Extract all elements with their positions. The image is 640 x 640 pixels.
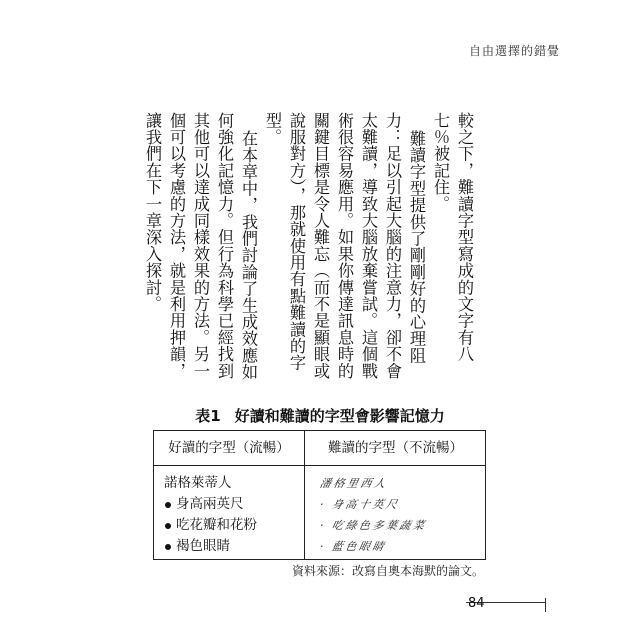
table-label: 表1 — [195, 407, 221, 425]
easy-trait-height: 身高兩英尺 — [164, 494, 300, 515]
column-divider — [304, 431, 305, 559]
hard-trait-height — [318, 494, 482, 515]
hard-species-name: 潘格里西人 — [318, 477, 389, 490]
column-header-hard: 難讀的字型（不流暢） — [328, 440, 463, 456]
header-rule — [154, 465, 485, 466]
easy-species-name: 諾格萊蒂人 — [164, 475, 232, 491]
body-paragraph-3: 在本章中，我們討論了生成效應如何強化記憶力。但行為科學已經找到其他可以達成同樣效果的方法。另一個可以考慮的方法，就是利用押韻，讓我們在下一章深入探討。 — [143, 112, 258, 381]
hard-font-column — [320, 473, 480, 557]
table-caption — [0, 405, 640, 426]
hard-trait-diet-text: 吃綠色多葉蔬菜 — [330, 519, 428, 532]
memory-table — [153, 430, 486, 560]
running-head: 自由選擇的錯覺 — [468, 44, 560, 58]
hand-bullet-icon: · — [318, 540, 328, 553]
column-header-easy: 好讀的字型（流暢） — [168, 440, 290, 456]
body-paragraph-1: 較之下，難讀字型寫成的文字有八七％被記住。 — [431, 112, 474, 363]
easy-trait-eyes: 褐色眼睛 — [164, 536, 300, 557]
hand-bullet-icon: · — [318, 519, 328, 532]
folio-tick — [545, 598, 546, 612]
hard-trait-eyes — [318, 536, 482, 557]
hand-bullet-icon: · — [318, 498, 328, 511]
body-paragraph-2: 難讀字型提供了剛剛好的心理阻力：足以引起大腦的注意力，卻不會太難讀，導致大腦放棄嘗試。這個戰術很容易應用。如果你傳達訊息時的關鍵目標是令人難忘（而不是顯眼或說服對方），那就使用有點難讀的字型。 — [263, 112, 426, 380]
hard-trait-height-text: 身高十英尺 — [330, 498, 401, 511]
hard-trait-diet — [318, 515, 482, 536]
easy-trait-diet: 吃花瓣和花粉 — [164, 515, 300, 536]
body-text — [143, 112, 476, 390]
table-title: 好讀和難讀的字型會影響記憶力 — [234, 407, 445, 425]
source-note: 資料來源：改寫自奧本海默的論文。 — [291, 564, 484, 578]
easy-font-column — [164, 473, 300, 557]
page-number: 84 — [468, 596, 485, 611]
hard-trait-eyes-text: 藍色眼睛 — [330, 540, 388, 553]
